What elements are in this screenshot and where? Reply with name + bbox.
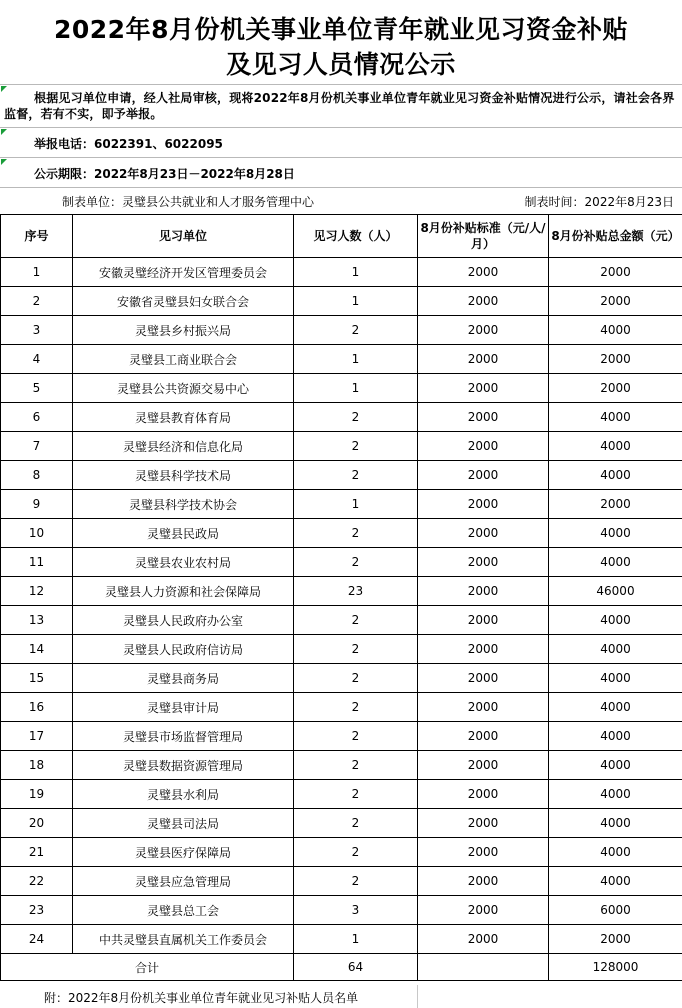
cell-total: 46000 xyxy=(549,577,682,606)
cell-unit: 灵璧县科学技术协会 xyxy=(73,490,294,519)
cell-total: 4000 xyxy=(549,461,682,490)
total-count: 64 xyxy=(294,954,418,981)
report-phone: 举报电话：6022391、6022095 xyxy=(34,137,223,151)
cell-corner-marker-icon xyxy=(1,129,7,135)
cell-unit: 灵璧县公共资源交易中心 xyxy=(73,374,294,403)
cell-count: 1 xyxy=(294,258,418,287)
cell-total: 2000 xyxy=(549,345,682,374)
notice-phone xyxy=(0,128,682,158)
cell-unit: 灵璧县总工会 xyxy=(73,896,294,925)
cell-seq: 15 xyxy=(1,664,73,693)
notice-intro xyxy=(0,85,682,128)
cell-count: 2 xyxy=(294,809,418,838)
cell-standard: 2000 xyxy=(418,693,549,722)
header-total: 8月份补贴总金额（元） xyxy=(549,215,682,258)
cell-total: 2000 xyxy=(549,925,682,954)
table-row xyxy=(1,548,682,577)
table-row xyxy=(1,867,682,896)
footer xyxy=(0,985,682,1008)
footer-divider xyxy=(417,985,418,1008)
cell-standard: 2000 xyxy=(418,780,549,809)
cell-count: 2 xyxy=(294,461,418,490)
cell-standard: 2000 xyxy=(418,664,549,693)
cell-unit: 安徽灵璧经济开发区管理委员会 xyxy=(73,258,294,287)
cell-unit: 灵璧县经济和信息化局 xyxy=(73,432,294,461)
cell-seq: 10 xyxy=(1,519,73,548)
table-maker: 制表单位：灵璧县公共就业和人才服务管理中心 xyxy=(62,195,315,209)
table-row xyxy=(1,316,682,345)
cell-count: 23 xyxy=(294,577,418,606)
table-row xyxy=(1,258,682,287)
cell-total: 4000 xyxy=(549,751,682,780)
cell-total: 4000 xyxy=(549,780,682,809)
table-row xyxy=(1,693,682,722)
cell-count: 2 xyxy=(294,867,418,896)
cell-total: 6000 xyxy=(549,896,682,925)
table-header-row xyxy=(1,215,682,258)
page-title xyxy=(0,0,682,85)
cell-total: 4000 xyxy=(549,316,682,345)
publicity-period: 公示期限：2022年8月23日－2022年8月28日 xyxy=(34,167,295,181)
cell-standard: 2000 xyxy=(418,809,549,838)
header-count: 见习人数（人） xyxy=(294,215,418,258)
cell-seq: 7 xyxy=(1,432,73,461)
cell-count: 2 xyxy=(294,635,418,664)
cell-unit: 灵璧县医疗保障局 xyxy=(73,838,294,867)
cell-seq: 5 xyxy=(1,374,73,403)
table-row xyxy=(1,432,682,461)
table-row xyxy=(1,577,682,606)
table-body xyxy=(1,258,682,954)
cell-total: 4000 xyxy=(549,867,682,896)
cell-seq: 18 xyxy=(1,751,73,780)
cell-unit: 灵璧县审计局 xyxy=(73,693,294,722)
cell-count: 2 xyxy=(294,693,418,722)
cell-seq: 12 xyxy=(1,577,73,606)
cell-unit: 灵璧县科学技术局 xyxy=(73,461,294,490)
cell-standard: 2000 xyxy=(418,432,549,461)
subsidy-table xyxy=(0,214,682,981)
table-row xyxy=(1,751,682,780)
cell-seq: 24 xyxy=(1,925,73,954)
table-row xyxy=(1,519,682,548)
cell-seq: 22 xyxy=(1,867,73,896)
cell-unit: 灵璧县人民政府信访局 xyxy=(73,635,294,664)
cell-standard: 2000 xyxy=(418,722,549,751)
cell-seq: 3 xyxy=(1,316,73,345)
cell-standard: 2000 xyxy=(418,287,549,316)
cell-seq: 19 xyxy=(1,780,73,809)
cell-seq: 2 xyxy=(1,287,73,316)
table-row xyxy=(1,374,682,403)
table-row xyxy=(1,606,682,635)
cell-unit: 灵璧县司法局 xyxy=(73,809,294,838)
cell-seq: 1 xyxy=(1,258,73,287)
cell-seq: 8 xyxy=(1,461,73,490)
cell-total: 2000 xyxy=(549,490,682,519)
cell-total: 4000 xyxy=(549,403,682,432)
cell-total: 4000 xyxy=(549,693,682,722)
title-line-2: 及见习人员情况公示 xyxy=(226,50,456,79)
cell-seq: 9 xyxy=(1,490,73,519)
cell-total: 2000 xyxy=(549,287,682,316)
cell-standard: 2000 xyxy=(418,838,549,867)
cell-seq: 13 xyxy=(1,606,73,635)
cell-count: 2 xyxy=(294,838,418,867)
cell-count: 1 xyxy=(294,490,418,519)
cell-seq: 4 xyxy=(1,345,73,374)
total-row xyxy=(1,954,682,981)
cell-total: 4000 xyxy=(549,809,682,838)
table-row xyxy=(1,925,682,954)
table-row xyxy=(1,345,682,374)
cell-unit: 灵璧县民政局 xyxy=(73,519,294,548)
cell-unit: 灵璧县工商业联合会 xyxy=(73,345,294,374)
cell-count: 2 xyxy=(294,519,418,548)
table-row xyxy=(1,896,682,925)
cell-total: 4000 xyxy=(549,606,682,635)
cell-total: 2000 xyxy=(549,258,682,287)
total-amount: 128000 xyxy=(549,954,682,981)
cell-total: 4000 xyxy=(549,664,682,693)
cell-unit: 灵璧县农业农村局 xyxy=(73,548,294,577)
cell-standard: 2000 xyxy=(418,548,549,577)
cell-standard: 2000 xyxy=(418,896,549,925)
cell-standard: 2000 xyxy=(418,867,549,896)
cell-total: 4000 xyxy=(549,548,682,577)
cell-standard: 2000 xyxy=(418,345,549,374)
cell-unit: 灵璧县商务局 xyxy=(73,664,294,693)
cell-standard: 2000 xyxy=(418,316,549,345)
table-row xyxy=(1,838,682,867)
cell-total: 4000 xyxy=(549,722,682,751)
cell-seq: 20 xyxy=(1,809,73,838)
notice-period xyxy=(0,158,682,188)
header-standard: 8月份补贴标准（元/人/月） xyxy=(418,215,549,258)
cell-standard: 2000 xyxy=(418,751,549,780)
cell-count: 3 xyxy=(294,896,418,925)
table-row xyxy=(1,780,682,809)
cell-unit: 灵璧县教育体育局 xyxy=(73,403,294,432)
cell-seq: 6 xyxy=(1,403,73,432)
cell-seq: 11 xyxy=(1,548,73,577)
cell-seq: 16 xyxy=(1,693,73,722)
cell-unit: 安徽省灵璧县妇女联合会 xyxy=(73,287,294,316)
cell-unit: 中共灵璧县直属机关工作委员会 xyxy=(73,925,294,954)
cell-count: 1 xyxy=(294,287,418,316)
cell-unit: 灵璧县人民政府办公室 xyxy=(73,606,294,635)
cell-total: 2000 xyxy=(549,374,682,403)
notice-intro-text: 根据见习单位申请，经人社局审核，现将2022年8月份机关事业单位青年就业见习资金补贴情况进行公示，请社会各界监督，若有不实，即予举报。 xyxy=(4,91,675,121)
cell-unit: 灵璧县市场监督管理局 xyxy=(73,722,294,751)
cell-unit: 灵璧县水利局 xyxy=(73,780,294,809)
cell-standard: 2000 xyxy=(418,258,549,287)
cell-total: 4000 xyxy=(549,635,682,664)
cell-standard: 2000 xyxy=(418,461,549,490)
cell-count: 2 xyxy=(294,548,418,577)
cell-standard: 2000 xyxy=(418,403,549,432)
cell-seq: 21 xyxy=(1,838,73,867)
total-label: 合计 xyxy=(1,954,294,981)
cell-standard: 2000 xyxy=(418,490,549,519)
cell-standard: 2000 xyxy=(418,577,549,606)
cell-standard: 2000 xyxy=(418,606,549,635)
cell-seq: 17 xyxy=(1,722,73,751)
cell-seq: 14 xyxy=(1,635,73,664)
total-standard xyxy=(418,954,549,981)
table-row xyxy=(1,461,682,490)
table-date: 制表时间：2022年8月23日 xyxy=(524,195,674,209)
cell-count: 1 xyxy=(294,374,418,403)
cell-count: 2 xyxy=(294,780,418,809)
cell-unit: 灵璧县数据资源管理局 xyxy=(73,751,294,780)
cell-seq: 23 xyxy=(1,896,73,925)
cell-unit: 灵璧县人力资源和社会保障局 xyxy=(73,577,294,606)
cell-unit: 灵璧县应急管理局 xyxy=(73,867,294,896)
table-row xyxy=(1,403,682,432)
table-row xyxy=(1,809,682,838)
cell-count: 2 xyxy=(294,606,418,635)
table-meta xyxy=(0,188,682,214)
cell-count: 1 xyxy=(294,345,418,374)
table-row xyxy=(1,664,682,693)
footer-note: 附：2022年8月份机关事业单位青年就业见习补贴人员名单 xyxy=(44,991,359,1005)
cell-standard: 2000 xyxy=(418,374,549,403)
cell-corner-marker-icon xyxy=(1,159,7,165)
cell-count: 2 xyxy=(294,751,418,780)
table-row xyxy=(1,287,682,316)
cell-count: 2 xyxy=(294,432,418,461)
title-line-1: 2022年8月份机关事业单位青年就业见习资金补贴 xyxy=(54,15,628,44)
cell-total: 4000 xyxy=(549,432,682,461)
table-row xyxy=(1,722,682,751)
cell-count: 2 xyxy=(294,722,418,751)
cell-count: 1 xyxy=(294,925,418,954)
table-row xyxy=(1,490,682,519)
cell-standard: 2000 xyxy=(418,925,549,954)
cell-count: 2 xyxy=(294,664,418,693)
cell-standard: 2000 xyxy=(418,635,549,664)
cell-standard: 2000 xyxy=(418,519,549,548)
cell-count: 2 xyxy=(294,403,418,432)
table-row xyxy=(1,635,682,664)
cell-total: 4000 xyxy=(549,838,682,867)
header-seq: 序号 xyxy=(1,215,73,258)
cell-count: 2 xyxy=(294,316,418,345)
cell-total: 4000 xyxy=(549,519,682,548)
header-unit: 见习单位 xyxy=(73,215,294,258)
cell-unit: 灵璧县乡村振兴局 xyxy=(73,316,294,345)
